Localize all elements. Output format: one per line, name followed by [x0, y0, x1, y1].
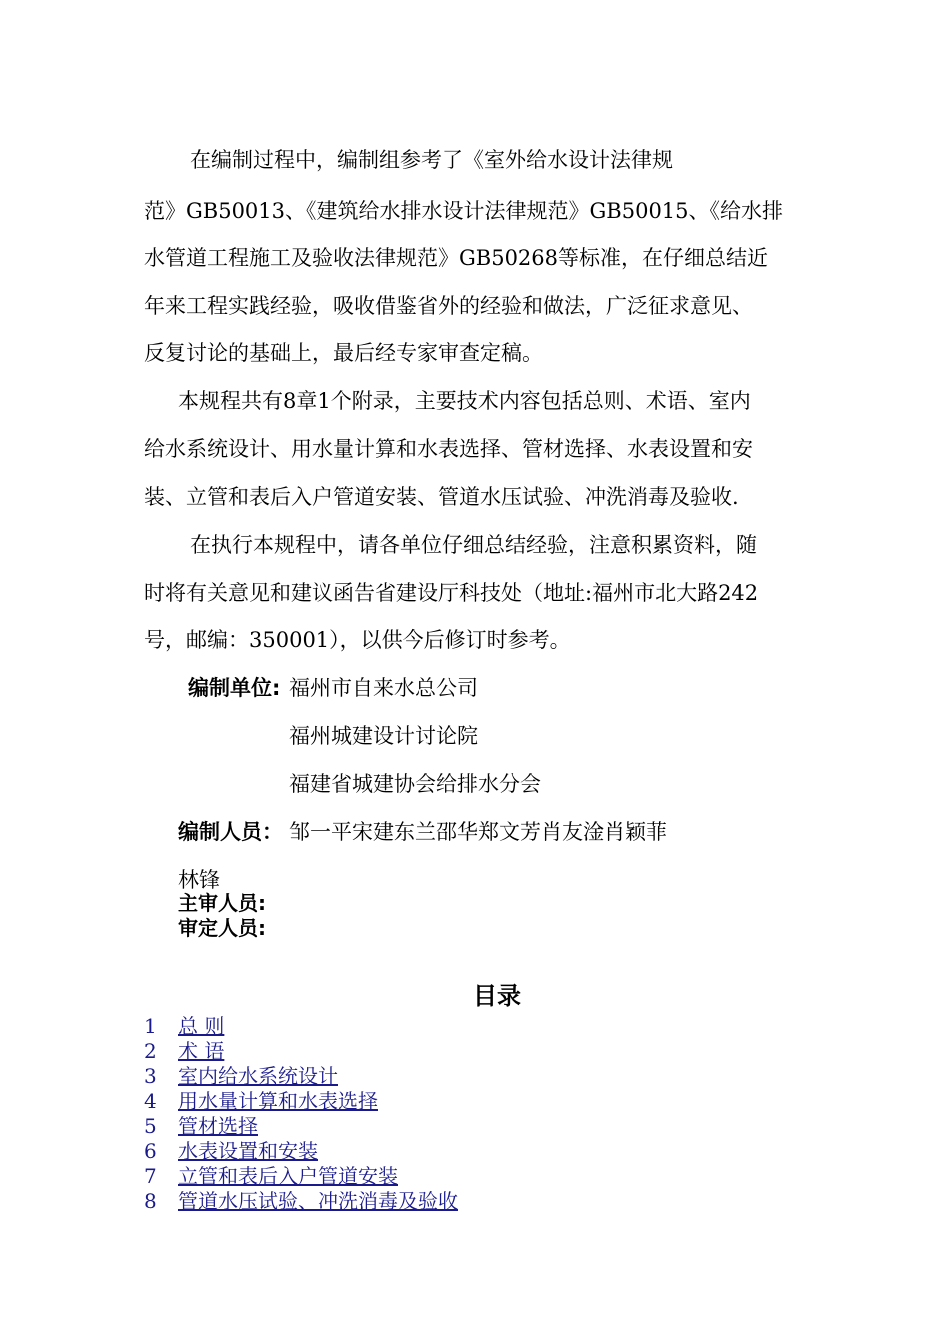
compiling-unit: 福建省城建协会给排水分会	[289, 772, 541, 796]
toc-label: 管道水压试验、冲洗消毒及验收	[178, 1189, 458, 1213]
toc-label: 管材选择	[178, 1114, 258, 1138]
toc-title: 目录	[473, 982, 521, 1010]
toc-link[interactable]	[144, 1064, 458, 1089]
paragraph-line: 年来工程实践经验，吸收借鉴省外的经验和做法，广泛征求意见、	[144, 294, 753, 318]
toc-label: 用水量计算和水表选择	[178, 1089, 378, 1113]
toc-link[interactable]	[144, 1089, 458, 1114]
toc-link[interactable]	[144, 1014, 458, 1039]
toc-label: 立管和表后入户管道安装	[178, 1164, 398, 1188]
approver-label: 审定人员:	[178, 916, 266, 940]
toc-link[interactable]	[144, 1189, 458, 1214]
paragraph-line: 在编制过程中，编制组参考了《室外给水设计法律规	[190, 148, 673, 172]
compiling-staff-continued: 林锋	[178, 868, 220, 892]
toc-link[interactable]	[144, 1164, 458, 1189]
toc-label: 水表设置和安装	[178, 1139, 318, 1163]
paragraph-line: 反复讨论的基础上，最后经专家审查定稿。	[144, 341, 543, 365]
toc-number: 1	[144, 1014, 157, 1038]
toc-label: 术 语	[178, 1039, 225, 1063]
paragraph-line: 在执行本规程中，请各单位仔细总结经验，注意积累资料，随	[190, 533, 757, 557]
paragraph-line: 本规程共有8章1个附录，主要技术内容包括总则、术语、室内	[178, 389, 751, 413]
toc-link[interactable]	[144, 1114, 458, 1139]
paragraph-line: 号，邮编：350001），以供今后修订时参考。	[144, 628, 571, 652]
compiling-unit-label: 编制单位:	[188, 676, 281, 700]
paragraph-line: 装、立管和表后入户管道安装、管道水压试验、冲洗消毒及验收.	[144, 485, 739, 509]
paragraph-line: 给水系统设计、用水量计算和水表选择、管材选择、水表设置和安	[144, 437, 753, 461]
toc-number: 5	[144, 1114, 157, 1138]
toc-number: 7	[144, 1164, 157, 1188]
paragraph-line: 范》GB50013、《建筑给水排水设计法律规范》GB50015、《给水排	[144, 199, 784, 223]
toc-label: 室内给水系统设计	[178, 1064, 338, 1088]
toc-number: 3	[144, 1064, 157, 1088]
toc-number: 8	[144, 1189, 157, 1213]
toc-list	[144, 1014, 458, 1214]
toc-number: 4	[144, 1089, 157, 1113]
compiling-unit: 福州市自来水总公司	[289, 676, 478, 700]
chief-reviewer-label: 主审人员:	[178, 891, 266, 915]
paragraph-line: 水管道工程施工及验收法律规范》GB50268等标准，在仔细总结近	[144, 246, 769, 270]
toc-link[interactable]	[144, 1039, 458, 1064]
compiling-unit: 福州城建设计讨论院	[289, 724, 478, 748]
toc-label: 总 则	[178, 1014, 225, 1038]
toc-number: 6	[144, 1139, 157, 1163]
paragraph-line: 时将有关意见和建议函告省建设厅科技处（地址:福州市北大路242	[144, 581, 759, 605]
compiling-staff-label: 编制人员：	[178, 820, 283, 844]
toc-link[interactable]	[144, 1139, 458, 1164]
compiling-staff: 邹一平宋建东兰邵华郑文芳肖友淦肖颖菲	[289, 820, 667, 844]
toc-number: 2	[144, 1039, 157, 1063]
